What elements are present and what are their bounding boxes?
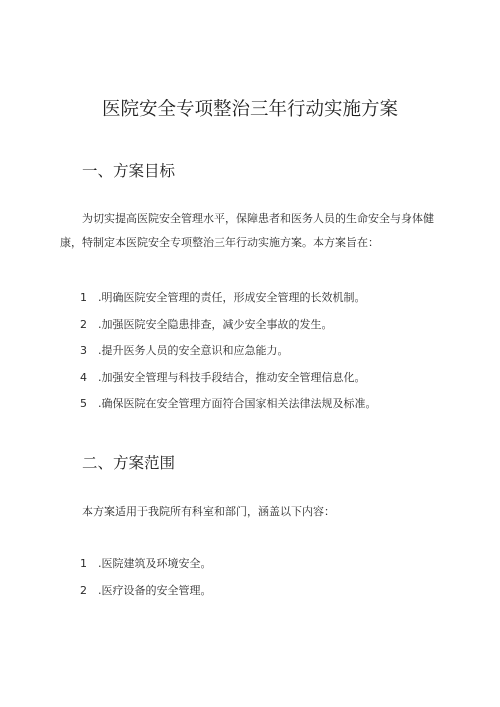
goals-list	[80, 290, 377, 423]
section-heading-scope: 二、方案范围	[82, 454, 176, 472]
list-item-text: .提升医务人员的安全意识和应急能力。	[98, 344, 289, 357]
list-item	[80, 556, 212, 583]
list-item-number: 3	[80, 344, 87, 357]
list-item	[80, 370, 377, 397]
list-item	[80, 583, 212, 610]
section-paragraph-scope: 本方案适用于我院所有科室和部门，涵盖以下内容：	[82, 505, 335, 518]
list-item-number: 4	[80, 370, 87, 384]
list-item	[80, 317, 377, 344]
list-item-number: 5	[80, 397, 87, 410]
list-item-number: 2	[80, 317, 87, 331]
section-heading-goals: 一、方案目标	[82, 162, 176, 180]
list-item-text: .医疗设备的安全管理。	[98, 583, 212, 597]
list-item	[80, 290, 377, 317]
section-paragraph-goals: 为切实提高医院安全管理水平，保障患者和医务人员的生命安全与身体健康，特制定本医院安全专项整治三年行动实施方案。本方案旨在：	[60, 212, 434, 249]
scope-list	[80, 556, 212, 609]
document-title: 医院安全专项整治三年行动实施方案	[101, 99, 398, 120]
list-item-text: .明确医院安全管理的责任，形成安全管理的长效机制。	[98, 291, 366, 304]
list-item-text: .确保医院在安全管理方面符合国家相关法律法规及标准。	[98, 397, 377, 410]
list-item	[80, 343, 377, 370]
list-item-number: 2	[80, 583, 87, 597]
list-item-text: .加强安全管理与科技手段结合，推动安全管理信息化。	[98, 370, 366, 384]
list-item-number: 1	[80, 557, 87, 570]
list-item-number: 1	[80, 291, 87, 304]
list-item-text: .加强医院安全隐患排查，减少安全事故的发生。	[98, 317, 333, 331]
list-item	[80, 396, 377, 423]
list-item-text: .医院建筑及环境安全。	[98, 557, 212, 570]
